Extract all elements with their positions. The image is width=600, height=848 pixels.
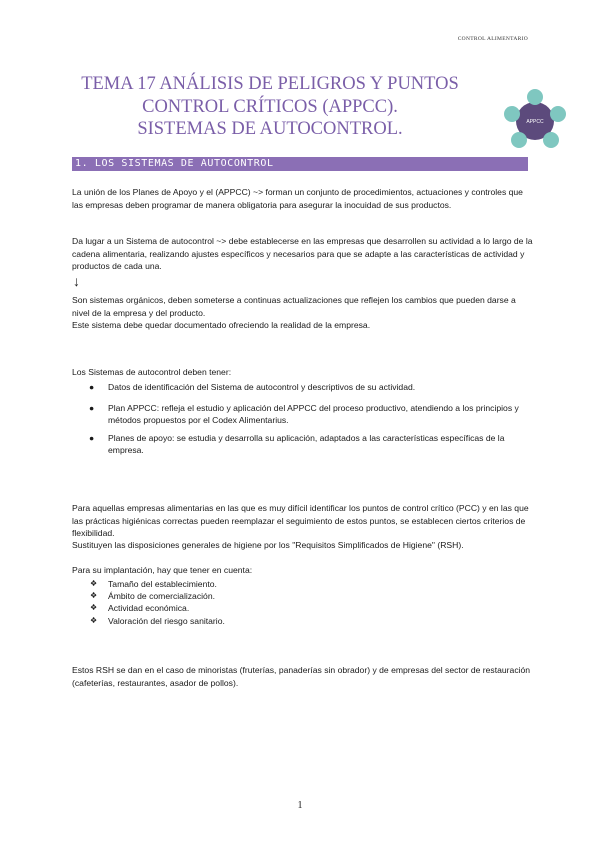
logo-petal-bottom-right <box>543 132 559 148</box>
list-item <box>72 590 225 602</box>
paragraph-sistema-autocontrol: Da lugar a un Sistema de autocontrol ~> debe establecerse en las empresas que desarrollen su actividad a lo largo de la cadena alimentaria, realizando ajustes específicos y necesarios para que se adapte a las características de actividad y productos de cada una. <box>72 236 533 272</box>
logo-petal-left <box>504 106 520 122</box>
bullet-icon: ● <box>89 402 95 413</box>
list-item-text: Ámbito de comercialización. <box>108 591 215 602</box>
implantation-list <box>72 578 225 627</box>
list-item <box>72 578 225 590</box>
paragraph-rsh: Sustituyen las disposiciones generales de higiene por los "Requisitos Simplificados de Higiene" (RSH). <box>72 540 464 550</box>
running-header: CONTROL ALIMENTARIO <box>457 36 528 42</box>
diamond-bullet-icon: ❖ <box>90 591 98 601</box>
list-item <box>72 402 532 427</box>
bullet-icon: ● <box>89 382 95 392</box>
title-line-1: TEMA 17 ANÁLISIS DE PELIGROS Y PUNTOS <box>81 74 459 94</box>
paragraph-implantacion: Para su implantación, hay que tener en cuenta: <box>72 565 253 575</box>
list-item-text: Actividad económica. <box>108 603 190 614</box>
list-item-text: Valoración del riesgo sanitario. <box>108 615 225 626</box>
logo-petal-top <box>527 89 543 105</box>
list-item <box>72 381 532 394</box>
list-item-text: Tamaño del establecimiento. <box>108 579 217 589</box>
page-title <box>60 73 480 141</box>
paragraph-sistemas-organicos: Son sistemas orgánicos, deben someterse a continuas actualizaciones que reflejen los cambios que pueden darse a nivel de la empresa y del producto. <box>72 295 516 318</box>
title-line-3: SISTEMAS DE AUTOCONTROL. <box>137 119 403 139</box>
diamond-bullet-icon: ❖ <box>90 579 98 588</box>
paragraph-deben-tener: Los Sistemas de autocontrol deben tener: <box>72 367 232 377</box>
diamond-bullet-icon: ❖ <box>90 603 98 613</box>
paragraph-planes-apoyo: La unión de los Planes de Apoyo y el (APPCC) ~> forman un conjunto de procedimientos, actuaciones y controles que las empresas deben programar de manera obligatoria para asegurar la inocuidad de sus productos. <box>72 187 523 210</box>
bullet-icon: ● <box>89 432 95 443</box>
list-item <box>72 602 225 614</box>
list-item <box>72 615 225 627</box>
list-item-text: Planes de apoyo: se estudia y desarrolla su aplicación, adaptados a las características específicas de la empresa. <box>108 432 505 456</box>
paragraph-flexibilidad: Para aquellas empresas alimentarias en las que es muy difícil identificar los puntos de control crítico (PCC) y en las que las prácticas higiénicas correctas pueden reemplazar el seguimiento de estos puntos, se establecen ciertos criterios de flexibilidad. <box>72 503 529 539</box>
paragraph-minoristas: Estos RSH se dan en el caso de minoristas (fruterías, panaderías sin obrador) y de empresas del sector de restauración (cafeterías, restaurantes, asador de pollos). <box>72 665 531 688</box>
logo-petal-right <box>550 106 566 122</box>
paragraph-documentado: Este sistema debe quedar documentado ofreciendo la realidad de la empresa. <box>72 320 371 330</box>
appcc-logo <box>500 88 570 150</box>
logo-label: APPCC <box>526 119 544 125</box>
down-arrow-icon: ↓ <box>73 273 80 289</box>
section-heading: 1. LOS SISTEMAS DE AUTOCONTROL <box>72 157 528 171</box>
list-item-text: Datos de identificación del Sistema de autocontrol y descriptivos de su actividad. <box>108 382 416 392</box>
list-item-text: Plan APPCC: refleja el estudio y aplicación del APPCC del proceso productivo, atendiendo a los principios y métodos propuestos por el Codex Alimentarius. <box>108 402 519 426</box>
page-number: 1 <box>297 800 303 811</box>
requirements-list <box>72 381 532 457</box>
title-line-2: CONTROL CRÍTICOS (APPCC). <box>142 96 398 117</box>
diamond-bullet-icon: ❖ <box>90 615 98 625</box>
logo-petal-bottom-left <box>511 132 527 148</box>
list-item <box>72 432 532 457</box>
